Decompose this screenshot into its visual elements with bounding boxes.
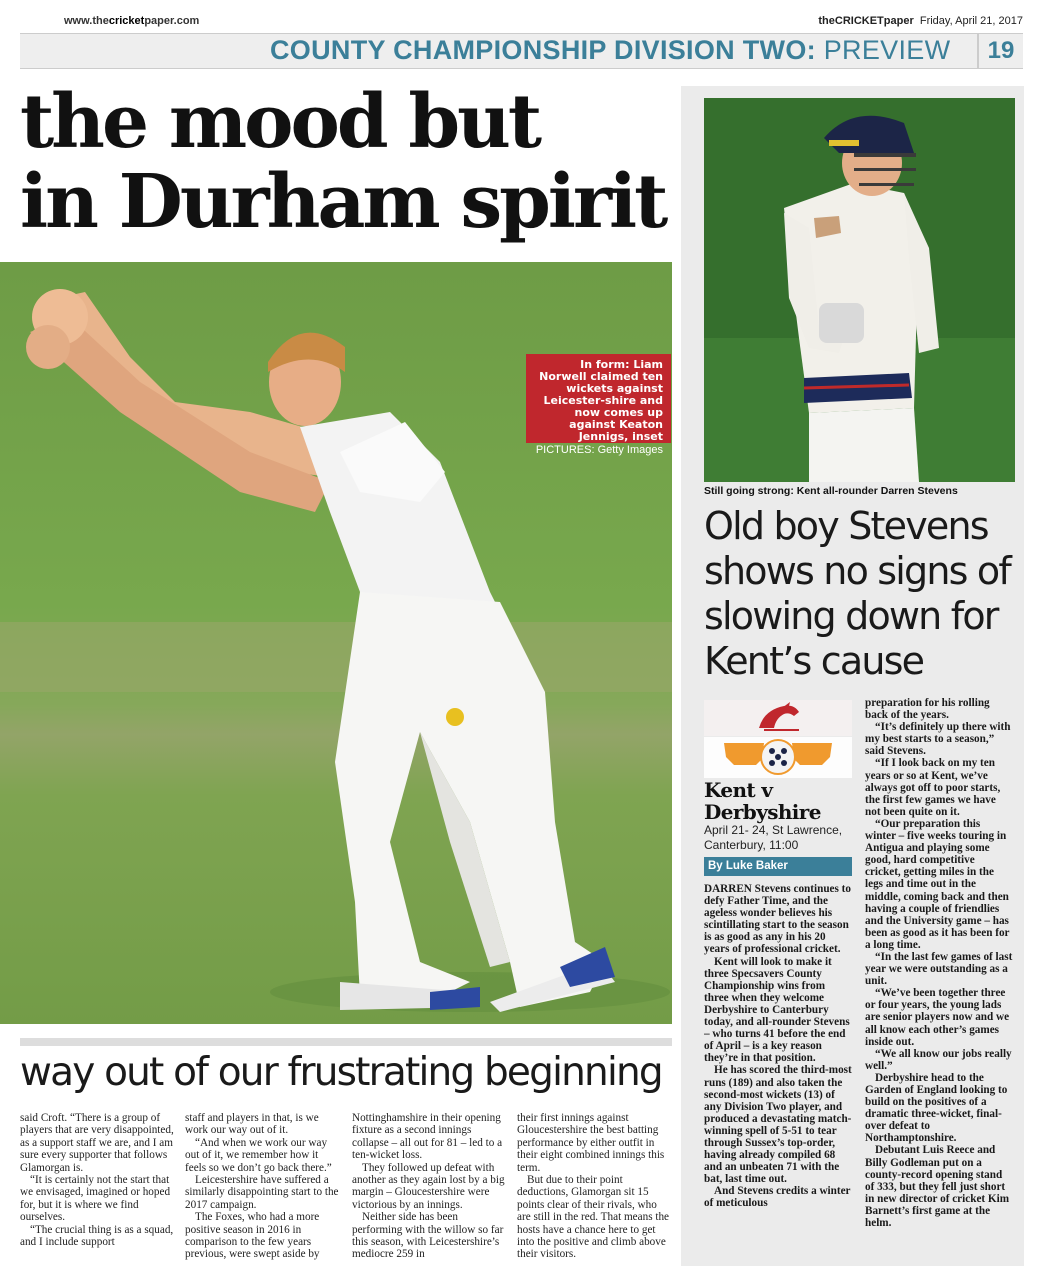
section-bar bbox=[20, 33, 1023, 69]
derbyshire-logo-icon bbox=[704, 737, 852, 778]
paragraph: He has scored the third-most runs (189) and also taken the second-most wickets (13) of any Division Two player, and produced a devastating match-winning spell of 5-51 to tear through Sussex’s top-order, having already compiled 68 and an unbeaten 71 with the bat, last time out. bbox=[704, 1064, 852, 1186]
paragraph: DARREN Stevens continues to defy Father Time, and the ageless wonder believes his scintillating start to the season is as good as any in his 20 years of professional cricket. bbox=[704, 883, 851, 956]
paragraph: Debutant Luis Reece and Billy Godleman put on a county-record opening stand of 333, but they fell just short in new director of cricket Kim Barnett’s first game at the helm. bbox=[865, 1144, 1010, 1230]
photo-caption-box bbox=[526, 354, 671, 456]
issue-date: Friday, April 21, 2017 bbox=[919, 15, 1023, 27]
masthead-date bbox=[818, 15, 1023, 27]
fixture-details: April 21- 24, St Lawrence, Canterbury, 11:00 bbox=[704, 823, 843, 852]
paragraph: preparation for his rolling back of the years. bbox=[865, 697, 990, 722]
site-url-part: cricket bbox=[108, 15, 145, 27]
sub-headline: way out of our frustrating beginning bbox=[20, 1038, 672, 1095]
paragraph: “It’s definitely up there with my best starts to a season,” said Stevens. bbox=[865, 721, 1011, 758]
fixture-title bbox=[704, 779, 854, 823]
photo-caption: In form: Liam Norwell claimed ten wickets against Leicester-shire and now comes up against Keaton Jennigs, inset bbox=[539, 358, 663, 443]
side-photo-caption: Still going strong: Kent all-rounder Darren Stevens bbox=[704, 485, 958, 497]
headline-line: in Durham spirit bbox=[20, 159, 666, 245]
byline: By Luke Baker bbox=[704, 857, 852, 876]
brand-part: CRICKET bbox=[834, 15, 884, 27]
paragraph: staff and players in that, is we work our way out of it. bbox=[185, 1112, 319, 1137]
main-headline bbox=[20, 79, 670, 245]
paragraph: “And when we work our way out of it, we remember how it feels so we don’t go back there.” bbox=[185, 1136, 332, 1174]
section-title-text: COUNTY CHAMPIONSHIP DIVISION TWO: bbox=[270, 35, 816, 65]
paragraph: their first innings against Gloucestershire the best batting performance by either outfit in their eight combined innings this term. bbox=[517, 1112, 665, 1174]
photo-credit: PICTURES: Getty Images bbox=[535, 444, 663, 456]
fixture-title-line: Kent v bbox=[704, 778, 773, 802]
brand-part: paper bbox=[883, 15, 914, 27]
website-url[interactable] bbox=[64, 15, 199, 27]
brand-part: the bbox=[818, 15, 835, 27]
site-url-part: www.the bbox=[64, 15, 109, 27]
paragraph: “If I look back on my ten years or so at Kent, we’ve always got off to poor starts, the first few games we have not been quite on it. bbox=[865, 757, 1001, 818]
fixture-title-line: Derbyshire bbox=[704, 800, 821, 824]
stevens-photo-art bbox=[704, 98, 1015, 482]
stevens-photo bbox=[704, 98, 1015, 482]
paragraph: And Stevens credits a winter of meticulous bbox=[704, 1185, 851, 1210]
paragraph: “The crucial thing is as a squad, and I include support bbox=[20, 1223, 174, 1249]
paragraph: Kent will look to make it three Specsavers County Championship wins from three when they welcome Derbyshire to Canterbury today, and all-rounder Stevens – who turns 41 before the end of April – is a key reason they’re in that position. bbox=[704, 955, 850, 1065]
paragraph: said Croft. “There is a group of players that are very disappointed, as a support staff we are, and I am sure every supporter that follows Glamorgan is. bbox=[20, 1112, 174, 1174]
section-title bbox=[270, 35, 950, 66]
kent-logo-icon bbox=[704, 700, 852, 736]
paragraph: “It is certainly not the start that we envisaged, imagined or hoped for, but it is where we find ourselves. bbox=[20, 1174, 171, 1224]
team-logos bbox=[704, 700, 852, 778]
section-subtitle: PREVIEW bbox=[823, 35, 951, 65]
side-column-2 bbox=[865, 697, 1013, 1257]
paragraph: They followed up defeat with another as they again lost by a big margin – Gloucestershire were victorious by an innings. bbox=[352, 1161, 505, 1211]
paragraph: “In the last few games of last year we were outstanding as a unit. bbox=[865, 950, 1013, 988]
article-column-3 bbox=[352, 1112, 507, 1261]
article-column-2 bbox=[185, 1112, 340, 1261]
paragraph: But due to their point deductions, Glamorgan sit 15 points clear of their rivals, who are still in the red. That means the hosts have a chance here to get into the positive and climb above their visitors. bbox=[517, 1174, 670, 1261]
page-number: 19 bbox=[977, 34, 1023, 68]
site-url-part: paper.com bbox=[144, 15, 200, 27]
headline-line: the mood but bbox=[20, 79, 540, 165]
article-column-4 bbox=[517, 1112, 672, 1261]
paragraph: Nottinghamshire in their opening fixture as a second innings collapse – all out for 81 – led to a ten-wicket loss. bbox=[352, 1112, 503, 1162]
paragraph: “Our preparation this winter – five weeks touring in Antigua and playing some good, hard competitive cricket, getting miles in the legs and time out in the middle, coming back and then having a couple of friendlies and the University game – has been as good as it has been for a long time. bbox=[865, 817, 1010, 951]
paragraph: Neither side has been performing with the willow so far this season, with Leicestershire’s mediocre 259 in bbox=[352, 1211, 504, 1261]
paragraph: Leicestershire have suffered a similarly disappointing start to the 2017 campaign. bbox=[185, 1174, 339, 1211]
article-body bbox=[20, 1112, 672, 1267]
paragraph: “We all know our jobs really well.” bbox=[865, 1047, 1012, 1072]
article-column-1 bbox=[20, 1112, 175, 1248]
paragraph: The Foxes, who had a more positive season in 2016 in comparison to the few years previous, were swept aside by bbox=[185, 1211, 320, 1261]
paragraph: “We’ve been together three or four years, the young lads are senior players now and we all know each other’s games inside out. bbox=[865, 987, 1010, 1048]
paragraph: Derbyshire head to the Garden of England looking to build on the positives of a dramatic three-wicket, final-over defeat to Northamptonshire. bbox=[865, 1071, 1008, 1145]
page-header bbox=[64, 13, 1023, 33]
side-headline: Old boy Stevens shows no signs of slowing down for Kent’s cause bbox=[704, 504, 1010, 683]
side-column-1 bbox=[704, 883, 852, 1258]
